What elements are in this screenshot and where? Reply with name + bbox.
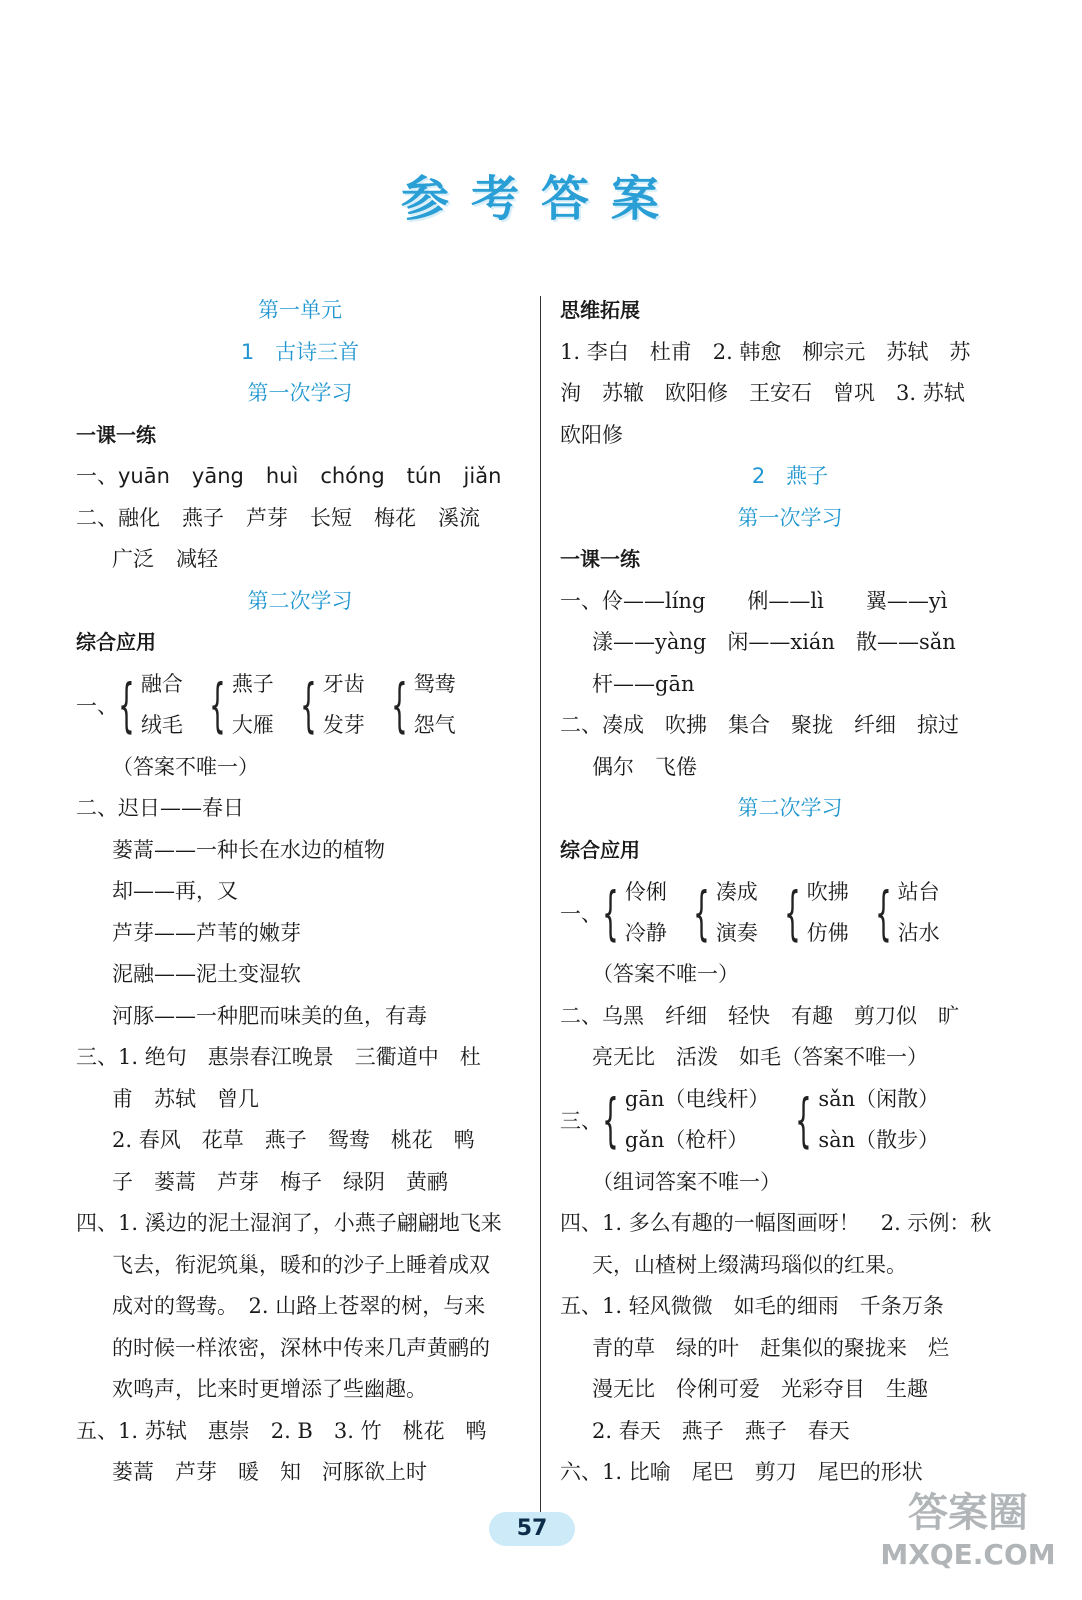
- answer-line: 二、乌黑 纤细 轻快 有趣 剪刀似 旷: [560, 1003, 959, 1028]
- brace-group: { 牙齿 发芽: [299, 671, 365, 739]
- answer-line: 偶尔 飞倦: [592, 754, 697, 779]
- section-heading: 思维拓展: [560, 298, 640, 322]
- answer-line: 五、1. 苏轼 惠崇 2. B 3. 竹 桃花 鸭: [76, 1418, 487, 1443]
- answer-line: 广泛 减轻: [112, 547, 218, 571]
- answer-line: 飞去，衔泥筑巢，暖和的沙子上睡着成双: [112, 1252, 490, 1277]
- study-heading: 第二次学习: [247, 588, 353, 613]
- answer-line: 却——再，又: [112, 879, 238, 903]
- unit-heading: 第一单元: [258, 298, 342, 322]
- answer-line: 蒌蒿——一种长在水边的植物: [112, 837, 385, 862]
- answer-line: 六、1. 比喻 尾巴 剪刀 尾巴的形状: [560, 1460, 923, 1484]
- answer-line: 二、融化 燕子 芦芽 长短 梅花 溪流: [76, 505, 480, 530]
- brace-icon: {: [390, 671, 408, 739]
- answer-line: 泥融——泥土变湿软: [112, 962, 301, 986]
- answer-line: 杆——gān: [592, 671, 695, 696]
- brace-icon: {: [783, 878, 801, 947]
- column-divider: [540, 296, 541, 1512]
- brace-answer-block: 三、 { gān（电线杆） gǎn（枪杆） { sǎn（闲散） sàn（散步）: [560, 1079, 1020, 1162]
- answer-line: 二、凑成 吹拂 集合 聚拢 纤细 掠过: [560, 713, 959, 737]
- brace-icon: {: [209, 671, 226, 739]
- watermark-logo: 答案圈 MXQE.COM: [880, 1490, 1056, 1571]
- answer-line: 芦芽——芦苇的嫩芽: [112, 920, 301, 945]
- answer-line: 漫无比 伶俐可爱 光彩夺目 生趣: [592, 1377, 928, 1401]
- answer-line: 洵 苏辙 欧阳修 王安石 曾巩 3. 苏轼: [560, 381, 965, 405]
- section-heading: 一课一练: [76, 422, 156, 447]
- answer-line: 四、1. 溪边的泥土湿润了，小燕子翩翩地飞来: [76, 1211, 502, 1235]
- page-title: 参考答案: [400, 171, 681, 227]
- brace-answer-block: 一、 { 伶俐 冷静 { 凑成 演奏 { 吹拂 仿佛 { 站台 沾水: [560, 871, 1020, 954]
- brace-group: { 伶俐 冷静: [602, 878, 667, 947]
- answer-line: 漾——yàng 闲——xián 散——sǎn: [592, 630, 956, 654]
- brace-group: { 燕子 大雁: [209, 671, 274, 739]
- answer-line: 甫 苏轼 曾几: [112, 1086, 259, 1111]
- answer-line: 五、1. 轻风微微 如毛的细雨 千条万条: [560, 1294, 944, 1318]
- brace-group: { 鸳鸯 怨气: [390, 671, 456, 739]
- brace-group: { sǎn（闲散） sàn（散步）: [795, 1086, 940, 1154]
- answer-line: 二、迟日——春日: [76, 796, 244, 820]
- study-heading: 第二次学习: [737, 796, 843, 820]
- brace-icon: {: [602, 878, 619, 947]
- section-heading: 一课一练: [560, 547, 640, 571]
- brace-group: { 凑成 演奏: [693, 878, 758, 947]
- answer-line: 2. 春天 燕子 燕子 春天: [592, 1418, 850, 1443]
- answer-line: 2. 春风 花草 燕子 鸳鸯 桃花 鸭: [112, 1128, 475, 1152]
- answer-line: 一、yuān yāng huì chóng tún jiǎn: [76, 464, 502, 488]
- brace-icon: {: [795, 1086, 813, 1154]
- brace-answer-block: 一、 { 融合 绒毛 { 燕子 大雁 { 牙齿 发芽 { 鸳鸯 怨气: [76, 664, 524, 747]
- section-heading: 综合应用: [76, 630, 156, 654]
- answer-line: （组词答案不唯一）: [592, 1169, 781, 1194]
- lesson-heading: 1 古诗三首: [240, 339, 360, 364]
- answer-line: 蒌蒿 芦芽 暖 知 河豚欲上时: [112, 1460, 427, 1484]
- answer-line: 欧阳修: [560, 422, 623, 447]
- answer-line: 成对的鸳鸯。 2. 山路上苍翠的树，与来: [112, 1294, 486, 1318]
- brace-icon: {: [693, 878, 710, 947]
- brace-group: { 吹拂 仿佛: [783, 878, 849, 947]
- brace-group: { gān（电线杆） gǎn（枪杆）: [602, 1086, 770, 1154]
- answer-line: 河豚——一种肥而味美的鱼，有毒: [112, 1003, 427, 1028]
- brace-icon: {: [602, 1086, 619, 1154]
- section-heading: 综合应用: [560, 837, 640, 862]
- brace-group: { 站台 沾水: [874, 878, 940, 947]
- lesson-heading: 2 燕子: [751, 464, 829, 488]
- answer-line: 欢鸣声，比来时更增添了些幽趣。: [112, 1377, 427, 1401]
- right-column: [560, 290, 1020, 1494]
- left-column: [76, 290, 524, 1494]
- brace-icon: {: [118, 671, 135, 739]
- answer-line: 子 蒌蒿 芦芽 梅子 绿阴 黄鹂: [112, 1169, 448, 1194]
- answer-line: （答案不唯一）: [112, 754, 259, 779]
- answer-line: 三、1. 绝句 惠崇春江晚景 三衢道中 杜: [76, 1045, 481, 1069]
- answer-line: 四、1. 多么有趣的一幅图画呀！ 2. 示例：秋: [560, 1211, 992, 1235]
- answer-line: 一、伶——líng 俐——lì 翼——yì: [560, 588, 948, 613]
- answer-line: 的时候一样浓密，深林中传来几声黄鹂的: [112, 1335, 490, 1360]
- brace-group: { 融合 绒毛: [118, 671, 183, 739]
- study-heading: 第一次学习: [737, 505, 843, 530]
- answer-line: （答案不唯一）: [592, 962, 739, 986]
- brace-icon: {: [874, 878, 892, 947]
- study-heading: 第一次学习: [247, 381, 353, 405]
- answer-line: 1. 李白 杜甫 2. 韩愈 柳宗元 苏轼 苏: [560, 339, 971, 364]
- page-number: 57: [489, 1512, 575, 1546]
- brace-icon: {: [299, 671, 317, 739]
- answer-line: 青的草 绿的叶 赶集似的聚拢来 烂: [592, 1335, 949, 1360]
- answer-line: 亮无比 活泼 如毛（答案不唯一）: [592, 1045, 928, 1069]
- answer-line: 天，山楂树上缀满玛瑙似的红果。: [592, 1252, 907, 1277]
